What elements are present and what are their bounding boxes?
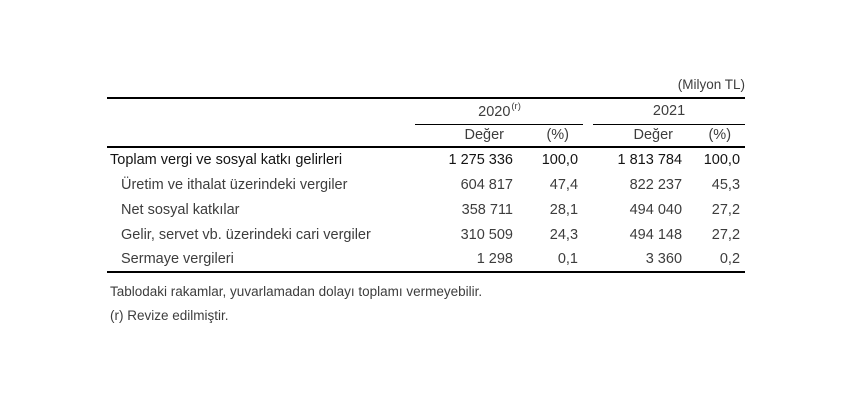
column-gap (583, 98, 593, 124)
rounding-note: Tablodaki rakamlar, yuvarlamadan dolayı toplamı vermeyebilir. (110, 284, 483, 299)
revision-note: (r) Revize edilmiştir. (110, 308, 229, 323)
column-gap (583, 172, 593, 197)
cell-2021-value: 494 148 (629, 226, 683, 243)
cell-2021-value: 494 040 (629, 201, 683, 218)
table-row (107, 147, 745, 172)
cell-2021-value: 1 813 784 (617, 152, 683, 168)
cell-2020-percent: 28,1 (549, 201, 579, 218)
row-label: Sermaye vergileri (107, 247, 415, 272)
cell-2020-percent: 47,4 (549, 176, 579, 193)
cell-2021-percent: 27,2 (711, 226, 741, 243)
cell-2021-percent: 0,2 (687, 247, 745, 272)
table-row (107, 172, 745, 197)
cell-2020-value: 1 275 336 (448, 152, 513, 168)
table-body (107, 147, 745, 272)
table-row (107, 197, 745, 222)
statistical-table-sheet (107, 76, 745, 328)
cell-2021-percent: 100,0 (703, 152, 741, 168)
row-label: Net sosyal katkılar (121, 201, 240, 218)
year-2021-label: 2021 (652, 103, 686, 120)
table-footnotes (107, 280, 745, 328)
table-row (107, 222, 745, 247)
row-label: Toplam vergi ve sosyal katkı gelirleri (110, 152, 343, 168)
cell-2021-value: 822 237 (629, 176, 683, 193)
row-label: Üretim ve ithalat üzerindeki vergiler (121, 176, 348, 193)
cell-2020-percent: 0,1 (518, 247, 583, 272)
cell-2020-percent: 24,3 (549, 226, 579, 243)
year-group-2021 (593, 98, 745, 124)
cell-2021-percent: 27,2 (711, 201, 741, 218)
year-group-2020 (415, 98, 583, 124)
cell-2020-percent: 100,0 (541, 152, 579, 168)
column-gap (583, 222, 593, 247)
value-header-2021: Değer (593, 124, 687, 147)
tax-revenue-table (107, 97, 745, 273)
column-gap (583, 124, 593, 147)
row-label: Gelir, servet vb. üzerindeki cari vergiler (121, 226, 371, 243)
cell-2020-value: 604 817 (460, 176, 513, 193)
table-row (107, 247, 745, 272)
column-gap (583, 197, 593, 222)
value-header-2020: Değer (415, 124, 518, 147)
cell-2020-value: 358 711 (461, 201, 513, 218)
label-column-header (107, 124, 415, 147)
cell-2020-value: 310 509 (460, 226, 513, 243)
column-gap (583, 247, 593, 272)
unit-label: (Milyon TL) (677, 77, 745, 92)
column-gap (583, 147, 593, 172)
sub-header-row (107, 124, 745, 147)
percent-header-2021: (%) (687, 124, 745, 147)
cell-2021-percent: 45,3 (711, 176, 741, 193)
cell-2020-value: 1 298 (415, 247, 518, 272)
revision-superscript: (r) (511, 101, 521, 113)
label-column-spacer (107, 98, 415, 124)
year-2020-label: 2020 (478, 104, 511, 121)
cell-2021-value: 3 360 (593, 247, 687, 272)
year-group-header-row (107, 98, 745, 124)
percent-header-2020: (%) (518, 124, 583, 147)
